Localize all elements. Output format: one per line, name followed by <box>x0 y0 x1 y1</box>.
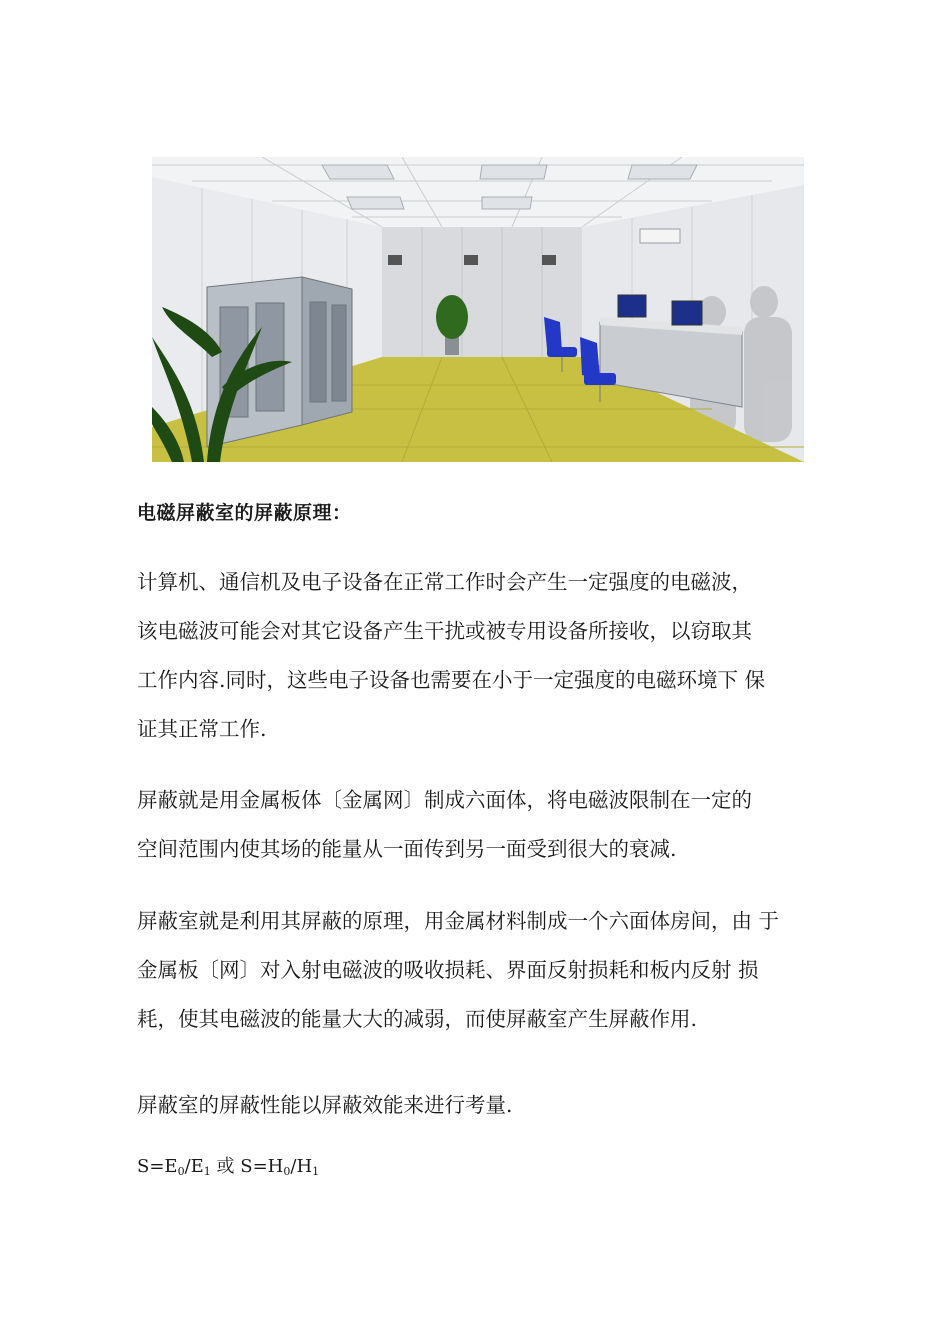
section-heading: 电磁屏蔽室的屏蔽原理： <box>137 502 352 524</box>
paragraph-line: 屏蔽室的屏蔽性能以屏蔽效能来进行考量. <box>137 1093 513 1117</box>
paragraph-line: 金属板〔网〕对入射电磁波的吸收损耗、界面反射损耗和板内反射 损 <box>137 958 759 982</box>
formula-or: 或 <box>216 1156 235 1177</box>
paragraph-line: 屏蔽就是用金属板体〔金属网〕制成六面体，将电磁波限制在一定的 <box>137 788 752 812</box>
formula-subscript: 1 <box>203 1165 211 1178</box>
shielded-room-illustration <box>152 157 804 462</box>
paragraph-1 <box>137 558 827 754</box>
formula-text: S=E <box>137 1156 178 1177</box>
formula-subscript: 0 <box>177 1165 185 1178</box>
formula-subscript: 1 <box>312 1165 320 1178</box>
formula-subscript: 0 <box>283 1165 291 1178</box>
paragraph-2 <box>137 776 827 874</box>
paragraph-4 <box>137 1081 827 1130</box>
formula-text: /H <box>290 1156 313 1177</box>
paragraph-line: 证其正常工作. <box>137 717 267 741</box>
formula-text: /E <box>184 1156 204 1177</box>
paragraph-line: 该电磁波可能会对其它设备产生干扰或被专用设备所接收，以窃取其 <box>137 619 752 643</box>
paragraph-line: 空间范围内使其场的能量从一面传到另一面受到很大的衰减. <box>137 837 677 861</box>
paragraph-line: 工作内容.同时，这些电子设备也需要在小于一定强度的电磁环境下 保 <box>137 668 766 692</box>
paragraph-line: 计算机、通信机及电子设备在正常工作时会产生一定强度的电磁波， <box>137 570 752 594</box>
paragraph-line: 屏蔽室就是利用其屏蔽的原理，用金属材料制成一个六面体房间，由 于 <box>137 909 780 933</box>
shielding-effectiveness-formula <box>137 1152 319 1178</box>
paragraph-line: 耗，使其电磁波的能量大大的减弱，而使屏蔽室产生屏蔽作用. <box>137 1007 698 1031</box>
paragraph-3 <box>137 897 827 1044</box>
formula-text: S=H <box>240 1156 284 1177</box>
